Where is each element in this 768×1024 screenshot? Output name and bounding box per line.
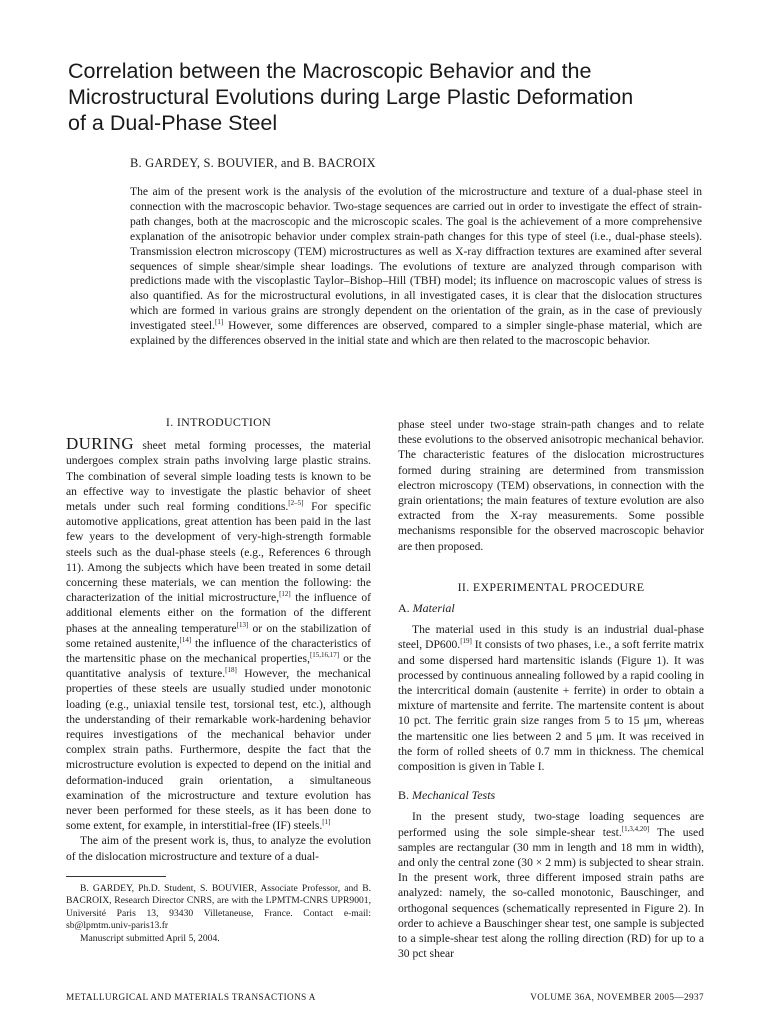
intro-paragraph [66,436,371,833]
intro-paragraph: The aim of the present work is, thus, to analyze the evolution of the dislocation microstructure and texture of a dual- [66,834,371,863]
citation: [19] [460,637,472,646]
section-heading-experimental: II. EXPERIMENTAL PROCEDURE [457,579,645,594]
citation: [15,16,17] [309,651,340,660]
mechanical-tests-paragraph [398,809,704,961]
title-line: Correlation between the Macroscopic Behavior and the [68,59,592,83]
citation: [13] [236,620,249,629]
citation: [2–5] [288,499,304,508]
title-line: of a Dual-Phase Steel [68,111,278,135]
subsection-heading-material: A. Material [398,601,455,616]
footnote [66,883,371,945]
abstract [130,185,702,349]
body-text: the influence of additional elements either on the formation of the different phases at the annealing temperature [66,591,371,635]
body-text: In the present study, two-stage loading sequences are performed using the sole simple-shear test. [398,810,704,839]
drop-cap-word: DURING [66,434,134,454]
intro-paragraph-continued: phase steel under two-stage strain-path changes and to relate these evolutions to the observed anisotropic mechanical behavior. The characteristic features of the dislocation microstructures formed during straining are determined from transmission electron microscopy (TEM) observations, in connection with the grain orientations; the main features of texture evolution are also extracted from the X-ray measurements. Some possible mechanisms responsible for the observed macroscopic behavior are then proposed. [398,418,704,553]
body-text: or the quantitative analysis of texture. [66,652,371,681]
body-text: the influence of the characteristics of the martensitic phase on the mechanical properties, [66,636,371,666]
citation: [12] [279,590,291,599]
citation: [1] [322,818,331,827]
body-text: The used samples are rectangular (30 mm in length and 18 mm in width), and only the central zone (30 × 2 mm) is subjected to shear strain. In the present work, three different imposed strain paths are analyzed: namely, the so-called monotonic, Bauschinger, and orthogonal sequences (schematically represented in Figure 2). In order to achieve a Bauschinger shear test, one sample is subjected to a simple-shear test along the rolling direction (RD) for up to a 30 pct shear [398,825,704,961]
author-list: B. GARDEY, S. BOUVIER, and B. BACROIX [130,156,376,170]
body-text: The material used in this study is an industrial dual-phase steel, DP600. [398,623,704,652]
footnote-divider [66,876,166,877]
body-text: or on the stabilization of some retained austenite, [66,621,372,650]
left-column [66,415,371,864]
journal-name-footer: METALLURGICAL AND MATERIALS TRANSACTIONS A [66,992,316,1002]
citation: [1] [215,318,224,327]
submission-note: Manuscript submitted April 5, 2004. [80,932,220,944]
section-heading-introduction: I. INTRODUCTION [165,415,272,429]
body-text: It consists of two phases, i.e., a soft ferrite matrix and some dispersed hard martensitic islands (Figure 1). It was processed by continuous annealing followed by a rapid cooling in the intercritical domain (austenite + ferrite) in order to obtain a mixture of martensite and ferrite. The martensite content is about 10 pct. The ferritic grain size ranges from 5 to 15 μm, whereas the martensitic one lies between 2 and 5 μm. It was received in the form of rolled sheets of 0.7 mm in thickness. The chemical composition is given in Table I. [398,638,704,774]
title-line: Microstructural Evolutions during Large Plastic Deformation [68,85,634,109]
affiliation-note: B. GARDEY, Ph.D. Student, S. BOUVIER, Associate Professor, and B. BACROIX, Research Director CNRS, are with the LPMTM-CNRS UPR9001, Université Paris 13, 93430 Villetaneuse, France. Contact e-mail: sb@lpmtm.univ-paris13.fr [66,883,371,932]
abstract-text: The aim of the present work is the analysis of the evolution of the microstructure and texture of a dual-phase steel in connection with the macroscopic behavior. Two-stage sequences are carried out in order to investigate the effect of strain-path changes, both at the macroscopic and the microscopic scales. The goal is the achievement of a more comprehensive explanation of the anisotropic behavior under complex strain-path changes for this type of steel (i.e., dual-phase steels). Transmission electron microscopy (TEM) microstructures as well as X-ray diffraction textures are examined after several sequences of simple shear/simple shear loadings. The evolutions of texture are analyzed through comparison with predictions made with the viscoplastic Taylor–Bishop–Hill (TBH) model; its influence on macroscopic values of stress is also quantified. As for the microstructural evolutions, in all investigated cases, it is clear that the dislocation structures which are formed in various grains are strongly dependent on the orientation of the grain, as in the case of previously investigated steel. [130,185,702,333]
right-column [398,417,704,962]
citation: [18] [225,666,237,675]
volume-page-footer: VOLUME 36A, NOVEMBER 2005—2937 [530,992,704,1002]
subsection-heading-mechanical-tests: B. Mechanical Tests [398,788,496,803]
material-paragraph [398,622,704,774]
abstract-text: However, some differences are observed, compared to a simpler single-phase material, which are explained by the differences observed in the initial state and which are then related to the macroscopic behavior. [130,319,702,348]
body-text: However, the mechanical properties of these steels are usually studied under monotonic loading (e.g., uniaxial tensile test, torsional test, etc.), although the understanding of their remarkable work-hardening behavior requires investigations of the mechanical behavior under complex strain paths. Furthermore, despite the fact that the microstructure evolution is expected to depend on the initial and deformation-induced grain orientation, a simultaneous examination of the microstructure and texture evolution has never been performed for these steels, as it has been done to some extent, for example, in interstitial-free (IF) steels. [66,667,371,833]
citation: [14] [179,635,192,644]
citation: [1,3,4,20] [621,824,650,833]
body-text: sheet metal forming processes, the material undergoes complex strain paths involving large plastic strains. The combination of several simple loading tests is known to be an effective way to investigate the plastic behavior of sheet metals under such real forming conditions. [66,439,371,514]
paper-title [68,58,728,136]
body-text: For specific automotive applications, great attention has been paid in the last few years to the development of very-high-strength formable steels such as the dual-phase steels (e.g., References 6 through 11). Among the subjects which have been treated in some detail concerning these materials, we can mention the following: the characterization of the initial microstructure, [66,500,372,605]
